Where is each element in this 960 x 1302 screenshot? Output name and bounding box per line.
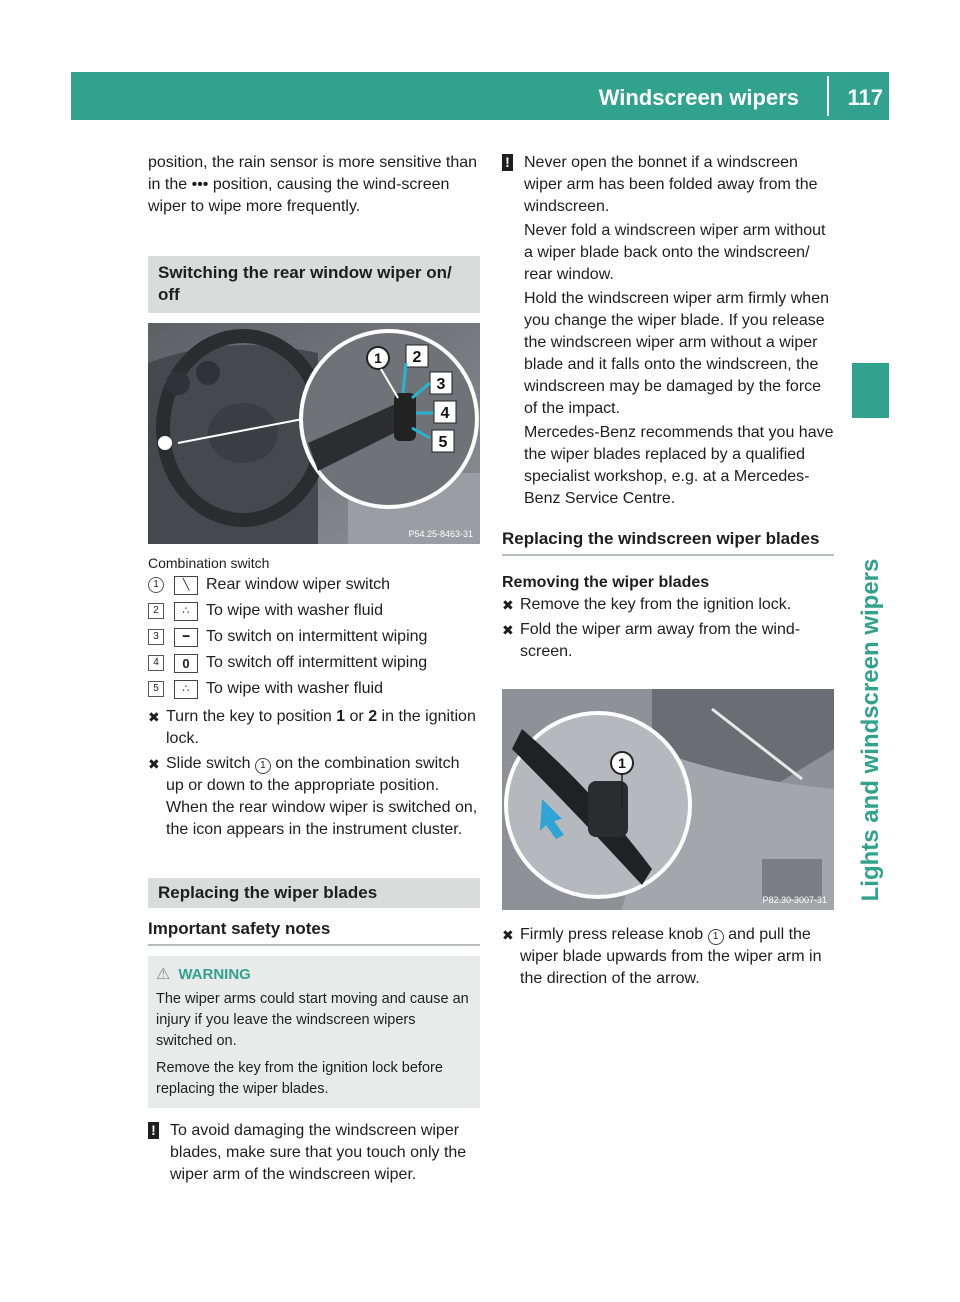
side-tab <box>848 420 894 1040</box>
legend-number: 1 <box>148 577 164 593</box>
wiper-off-icon: 0 <box>174 654 198 673</box>
warning-title: WARNING <box>178 966 251 983</box>
intro-paragraph: position, the rain sensor is more sensitive than in the ••• position, causing the wind-screen wiper to wipe more frequently. <box>148 154 478 215</box>
step-item: ✖ Slide switch 1 on the combination switch up or down to the appropriate position. <box>148 755 460 794</box>
car-wiper-illustration <box>502 689 834 910</box>
removing-title: Removing the wiper blades <box>502 574 710 591</box>
caution-text: Mercedes-Benz recommends that you have the wiper blades replaced by a qualified specialist workshop, e.g. at a Mercedes-Benz Service Centre. <box>524 424 834 507</box>
legend-item <box>148 598 480 624</box>
legend-text: Rear window wiper switch <box>206 576 391 593</box>
image2-callout: 1 <box>618 755 626 771</box>
side-tab-marker <box>852 363 889 418</box>
legend-text: To wipe with washer fluid <box>206 602 383 619</box>
step-item: ✖ Firmly press release knob 1 and pull the wiper blade upwards from the wiper arm in the direction of the arrow. <box>502 926 822 987</box>
image1-callout-2: 2 <box>412 349 422 366</box>
legend-item <box>148 572 480 598</box>
warning-triangle-icon: ⚠ <box>156 966 171 983</box>
legend-number: 5 <box>148 681 164 697</box>
legend-item <box>148 650 480 676</box>
step-item: ✖ Remove the key from the ignition lock. <box>502 594 834 616</box>
header-divider <box>827 76 829 116</box>
header-title: Windscreen wipers <box>598 85 799 110</box>
caution-icon: ! <box>502 154 513 171</box>
callout-inline: 1 <box>708 929 724 945</box>
side-tab-label: Lights and windscreen wipers <box>857 558 884 902</box>
legend-number: 2 <box>148 603 164 619</box>
callout-inline: 1 <box>255 758 271 774</box>
image1-callout-5: 5 <box>438 434 448 451</box>
wiper-blade-image <box>502 689 834 910</box>
rear-wiper-section-title: Switching the rear window wiper on/ off <box>148 256 480 313</box>
rear-wiper-icon: ╲ <box>174 576 198 595</box>
legend-list <box>148 572 480 702</box>
caution-icon: ! <box>148 1122 159 1139</box>
image1-code: P54.25-8463-31 <box>408 529 473 539</box>
bullet-icon: ✖ <box>148 756 160 772</box>
bullet-icon: ✖ <box>502 622 514 638</box>
warning-box <box>148 956 480 1108</box>
intermittent-wiping-icon: ━ <box>174 628 198 647</box>
bullet-icon: ✖ <box>502 927 514 943</box>
legend-text: To switch off intermittent wiping <box>206 654 428 671</box>
image1-callout-4: 4 <box>440 405 450 422</box>
step-item: ✖ Turn the key to position 1 or 2 in the ignition lock. <box>148 708 476 747</box>
step-note: When the rear window wiper is switched on, the icon appears in the instrument cluster. <box>166 799 478 838</box>
caution-note: ! To avoid damaging the windscreen wiper blades, make sure that you touch only the wiper arm of the windscreen wiper. <box>148 1120 480 1186</box>
caution-text: Never fold a windscreen wiper arm without a wiper blade back onto the windscreen/ rear window. <box>524 222 826 283</box>
replace-section-title: Replacing the wiper blades <box>148 878 480 908</box>
caution-note <box>502 152 834 510</box>
page-number: 117 <box>847 85 883 110</box>
bullet-icon: ✖ <box>148 709 160 725</box>
caution-text: Hold the windscreen wiper arm firmly when you change the wiper blade. If you release the windscreen wiper arm without a wiper blade and it falls onto the windscreen, the windscreen may be damaged by the force of the impact. <box>524 290 829 417</box>
legend-item <box>148 624 480 650</box>
warning-text: The wiper arms could start moving and cause an injury if you leave the windscreen wipers switched on. <box>156 991 469 1049</box>
legend-text: To switch on intermittent wiping <box>206 628 428 645</box>
washer-fluid-icon: ∴ <box>174 680 198 699</box>
header-bar <box>71 72 889 120</box>
warning-text: Remove the key from the ignition lock before replacing the wiper blades. <box>156 1060 443 1097</box>
step-item: ✖ Fold the wiper arm away from the wind-screen. <box>502 621 801 660</box>
legend-item <box>148 676 480 702</box>
left-column <box>148 152 480 1186</box>
right-column <box>502 152 834 990</box>
image1-callout-1: 1 <box>374 350 382 366</box>
image1-callout-3: 3 <box>436 376 446 393</box>
legend-text: To wipe with washer fluid <box>206 680 383 697</box>
combination-switch-image <box>148 323 480 544</box>
wiper-blades-section-title: Replacing the windscreen wiper blades <box>502 528 834 556</box>
legend-number: 3 <box>148 629 164 645</box>
safety-notes-title: Important safety notes <box>148 918 480 946</box>
legend-number: 4 <box>148 655 164 671</box>
dashboard-illustration <box>148 323 480 544</box>
caution-text: Never open the bonnet if a windscreen wiper arm has been folded away from the windscreen. <box>524 154 818 215</box>
bullet-icon: ✖ <box>502 597 514 613</box>
image-caption: Combination switch <box>148 555 270 571</box>
washer-fluid-icon: ∴ <box>174 602 198 621</box>
image2-code: P82.30-3007-31 <box>762 895 827 905</box>
